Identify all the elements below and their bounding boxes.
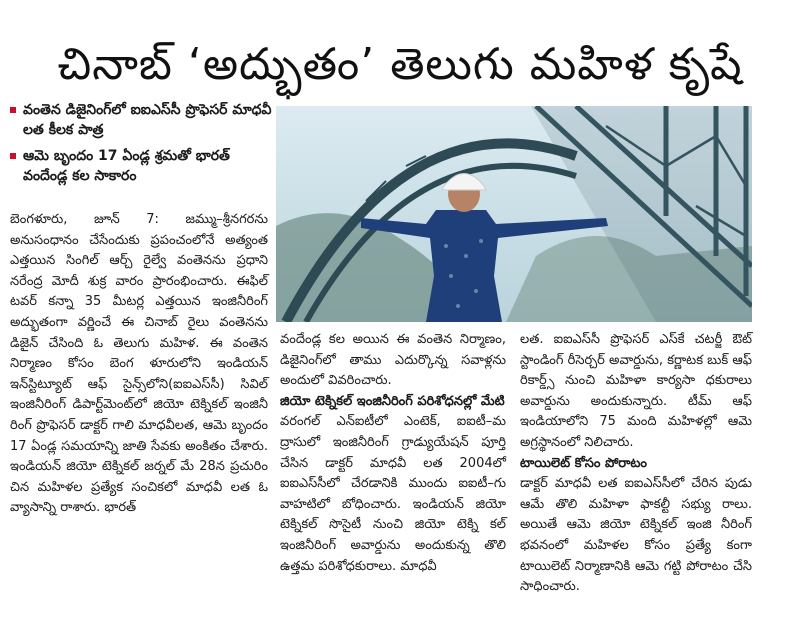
subheading: జియో టెక్నికల్ ఇంజినీరింగ్ పరిశోధనల్లో మేటి xyxy=(280,393,505,409)
paragraph: వందేండ్ల కల అయిన ఈ వంతెన నిర్మాణం, డిజైనింగ్‌లో తాము ఎదుర్కొన్న సవాళ్లను అందులో వివరించారు. xyxy=(280,332,506,389)
bullet-square-icon xyxy=(10,107,16,113)
paragraph: లత. ఐఐఎస్‌సీ ప్రొఫెసర్ ఎస్‌కే చటర్జీ ఔట్ స్టాండింగ్ రీసెర్చర్ అవార్డును, కర్ణాటక బుక్ ఆఫ్ రికార్డ్స్ నుంచి మహిళా కార్యసా ధకురాలు అవార్డును అందుకున్నారు. టీమ్ ఆఫ్ ఇండియాలోని 75 మంది మహిళల్లో ఆమె అగ్రస్థానంలో నిలిచారు. xyxy=(520,332,752,450)
article-column-2 xyxy=(280,330,506,577)
article-column-1 xyxy=(10,210,268,519)
bullet-square-icon xyxy=(10,153,16,159)
paragraph: వరంగల్ ఎన్ఐటీలో ఎంటెక్, ఐఐటీ–మ ద్రాసులో ఇంజినీరింగ్ గ్రాడ్యుయేషన్ పూర్తి చేసిన డాక్టర్ మాధవీ లత 2004లో ఐఐఎస్‌సీలో చేరడానికి ముందు ఐఐటీ–గు వాహటిలో బోధించారు. ఇండియన్ జియో టెక్నికల్ సొసైటీ నుంచి జియో టెక్ని కల్ ఇంజినీరింగ్ అవార్డును అందుకున్న తొలి ఉత్తమ పరిశోధకురాలు. మాధవీ xyxy=(280,414,506,574)
article-column-3 xyxy=(520,330,752,598)
bullet-list xyxy=(10,100,272,192)
paragraph: డాక్టర్ మాధవీ లత ఐఐఎస్‌సీలో చేరిన పుడు ఆమే తొలి మహిళా ఫాకల్టీ సభ్యు రాలు. అయితే ఆమె జియో టెక్నికల్ ఇంజి నీరింగ్ భవనంలో మహిళల కోసం ప్రత్యే కంగా టాయిలెట్ నిర్మాణానికి ఆమె గట్టి పోరాటం చేసి సాధించారు. xyxy=(520,476,752,595)
bridge-photo xyxy=(276,106,752,322)
bridge-photo-illustration xyxy=(276,106,752,322)
subheading: టాయిలెట్ కోసం పోరాటం xyxy=(520,455,648,471)
bullet-item xyxy=(10,100,272,140)
paragraph: బెంగళూరు, జూన్ 7: జమ్ము–శ్రీనగరను అనుసంధానం చేసేందుకు ప్రపంచంలోనే అత్యంత ఎత్తయిన సింగిల్ ఆర్చ్ రైల్వే వంతెనను ప్రధాని నరేంద్ర మోదీ శుక్ర వారం ప్రారంభించారు. ఈఫిల్ టవర్ కన్నా 35 మీటర్ల ఎత్తయిన ఇంజినీరింగ్ అద్భుతంగా వర్ణించే ఈ చినాబ్ రైలు వంతెనను డిజైన్ చేసింది ఓ తెలుగు మహిళ. ఈ వంతెన నిర్మాణం కోసం బెంగ ళూరులోని ఇండియన్ ఇన్‌స్టిట్యూట్ ఆఫ్ సైన్స్‌లోని(ఐఐఎస్‌సీ) సివిల్ ఇంజినీరింగ్ డిపార్ట్‌మెంట్‌లో జియో టెక్నికల్ ఇంజినీ రింగ్ ప్రొఫెసర్ డాక్టర్ గాలి మాధవీలత, ఆమె బృందం 17 ఏండ్ల సమయాన్ని జాతి సేవకు అంకితం చేశారు. ఇండియన్ జియో టెక్నికల్ జర్నల్ మే 28న ప్రచురిం చిన మహిళల ప్రత్యేక సంచికలో మాధవీ లత ఓ వ్యాసాన్ని రాశారు. భారత్ xyxy=(10,212,268,516)
bullet-text: ఆమె బృందం 17 ఏండ్ల శ్రమతో భారత్ వందేండ్ల కల సాకారం xyxy=(23,148,230,184)
bullet-item xyxy=(10,146,272,186)
headline: చినాబ్ ‘అద్భుతం’ తెలుగు మహిళ కృషే xyxy=(57,39,743,91)
bullet-text: వంతెన డిజైనింగ్‌లో ఐఐఎస్‌సీ ప్రొఫెసర్ మాధవీ లత కీలక పాత్ర xyxy=(23,102,272,138)
